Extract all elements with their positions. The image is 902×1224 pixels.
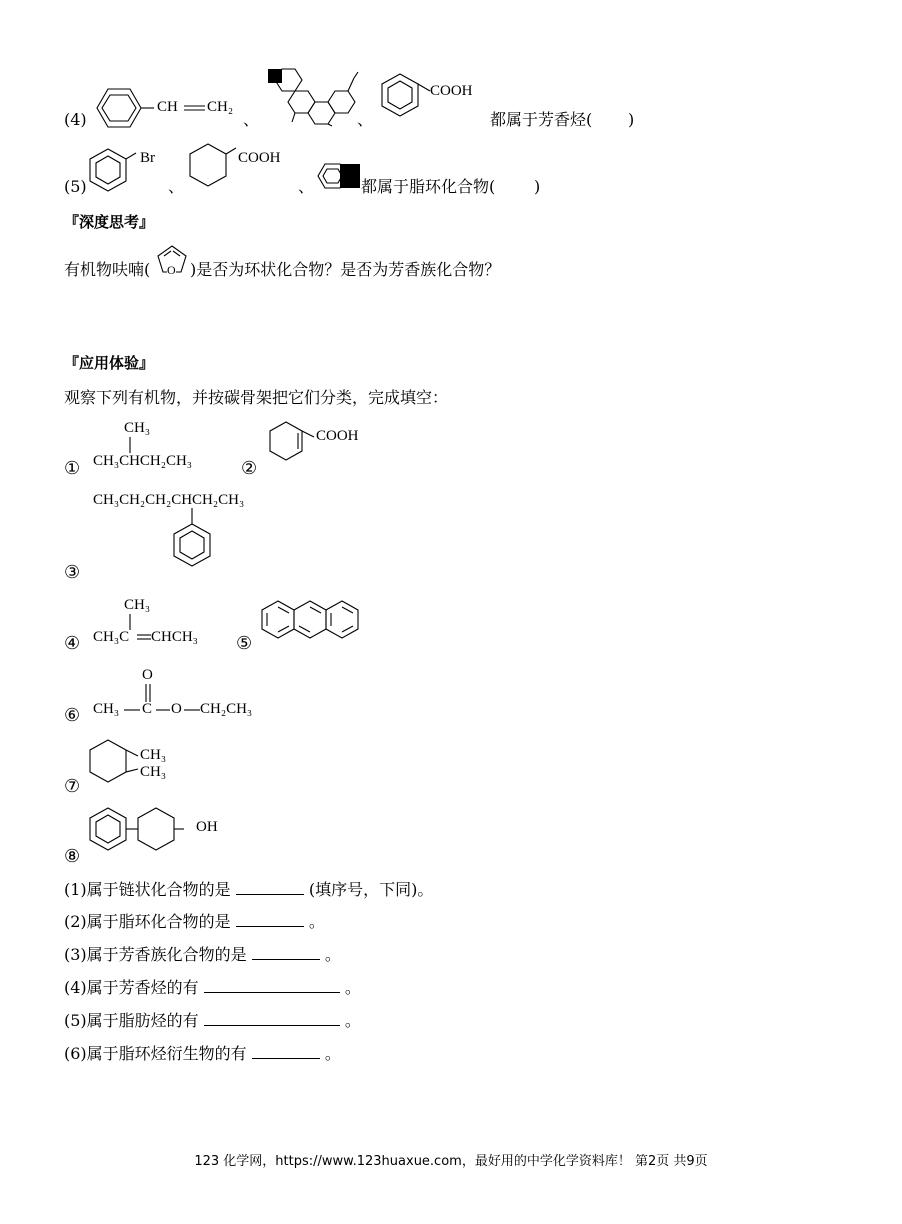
question-text: (6)属于脂环烃衍生物的有 [64, 1044, 247, 1063]
answer-blank[interactable] [236, 912, 304, 927]
compound-number: ⑦ [64, 776, 81, 797]
compound-8-oh: OH [196, 819, 218, 835]
question-6-fill [64, 1044, 341, 1064]
cyclohexanecarboxylic-acid-structure [188, 140, 248, 195]
compound-6-left: CH₃ [93, 701, 120, 717]
compound-6-o: O [171, 701, 182, 717]
compound-number: ⑤ [236, 633, 253, 654]
compound-6-right: CH₂CH₃ [200, 701, 253, 717]
answer-paren-close: ) [534, 177, 541, 196]
compound-6-carbonyl-o: O [142, 667, 153, 683]
answer-blank[interactable] [236, 880, 304, 895]
compound-3-phenyl [170, 508, 220, 580]
question-5-fill [64, 1011, 361, 1031]
question-suffix: (填序号，下同)。 [308, 880, 434, 899]
answer-blank[interactable] [204, 978, 340, 993]
compound-number: ② [241, 458, 258, 479]
compound-7-methyl-2: CH₃ [140, 764, 167, 780]
separator: 、 [298, 177, 315, 196]
question-text: (5)属于脂肪烃的有 [64, 1011, 199, 1030]
styrene-ch2: CH₂ [207, 99, 234, 115]
question-number: (5) [64, 177, 87, 196]
furan-oxygen: O [167, 263, 176, 277]
compound-1-methyl: CH₃ [124, 420, 151, 436]
apply-instruction: 观察下列有机物，并按碳骨架把它们分类，完成填空： [64, 388, 449, 407]
benzocyclobutene-structure [314, 162, 364, 194]
separator: 、 [357, 110, 374, 129]
cyclo-cooh: COOH [238, 150, 281, 166]
answer-paren-close: ) [628, 110, 635, 129]
compound-4-left: CH₃C [93, 629, 130, 645]
compound-number: ① [64, 458, 81, 479]
question-2 [64, 912, 325, 932]
question-text: (4)属于芳香烃的有 [64, 978, 199, 997]
separator: 、 [168, 177, 185, 196]
benzoic-acid-structure [380, 70, 440, 130]
compound-3-formula: CH₃CH₂CH₂CHCH₂CH₃ [93, 492, 245, 508]
question-suffix: 。 [344, 1011, 361, 1030]
question-suffix: 。 [324, 945, 341, 964]
bromo-br: Br [140, 150, 155, 166]
benzoic-cooh: COOH [430, 83, 473, 99]
section-heading-deep-think: 『深度思考』 [64, 213, 155, 231]
question-prefix: 有机物呋喃( [64, 260, 151, 279]
question-3 [64, 945, 341, 965]
question-number: (4) [64, 110, 87, 129]
compound-number: ⑥ [64, 705, 81, 726]
compound-number: ③ [64, 562, 81, 583]
question-suffix: 。 [308, 912, 325, 931]
question-text: (1)属于链状化合物的是 [64, 880, 231, 899]
answer-blank[interactable] [252, 945, 320, 960]
cyclohexene-carboxylic-acid-structure [266, 418, 326, 474]
question-4-fill [64, 978, 361, 998]
anthracene-structure [262, 598, 366, 648]
compound-4-right: CHCH₃ [151, 629, 198, 645]
question-statement: 都属于脂环化合物( [361, 177, 496, 196]
question-suffix: 。 [344, 978, 361, 997]
compound-2-cooh: COOH [316, 428, 359, 444]
section-heading-apply: 『应用体验』 [64, 354, 155, 372]
compound-6-c: C [142, 701, 153, 717]
styrene-ch: CH [157, 99, 178, 115]
separator: 、 [243, 110, 260, 129]
compound-6-bonds [0, 0, 1, 1]
compound-1-formula: CH₃CHCH₂CH₃ [93, 453, 193, 469]
page-footer: 123 化学网，https://www.123huaxue.com，最好用的中学化学资料库！ 第2页 共9页 [194, 1154, 708, 1169]
compound-number: ④ [64, 633, 81, 654]
answer-blank[interactable] [204, 1011, 340, 1026]
question-1 [64, 880, 433, 900]
polycyclic-aromatic-structure [262, 66, 362, 126]
compound-7-methyl-1: CH₃ [140, 747, 167, 763]
question-suffix: 。 [324, 1044, 341, 1063]
answer-blank[interactable] [252, 1044, 320, 1059]
compound-8-structure [90, 806, 200, 861]
question-suffix: )是否为环状化合物？是否为芳香族化合物？ [190, 260, 501, 279]
compound-number: ⑧ [64, 846, 81, 867]
question-statement: 都属于芳香烃( [490, 110, 593, 129]
question-text: (2)属于脂环化合物的是 [64, 912, 231, 931]
compound-4-methyl: CH₃ [124, 597, 151, 613]
question-text: (3)属于芳香族化合物的是 [64, 945, 247, 964]
